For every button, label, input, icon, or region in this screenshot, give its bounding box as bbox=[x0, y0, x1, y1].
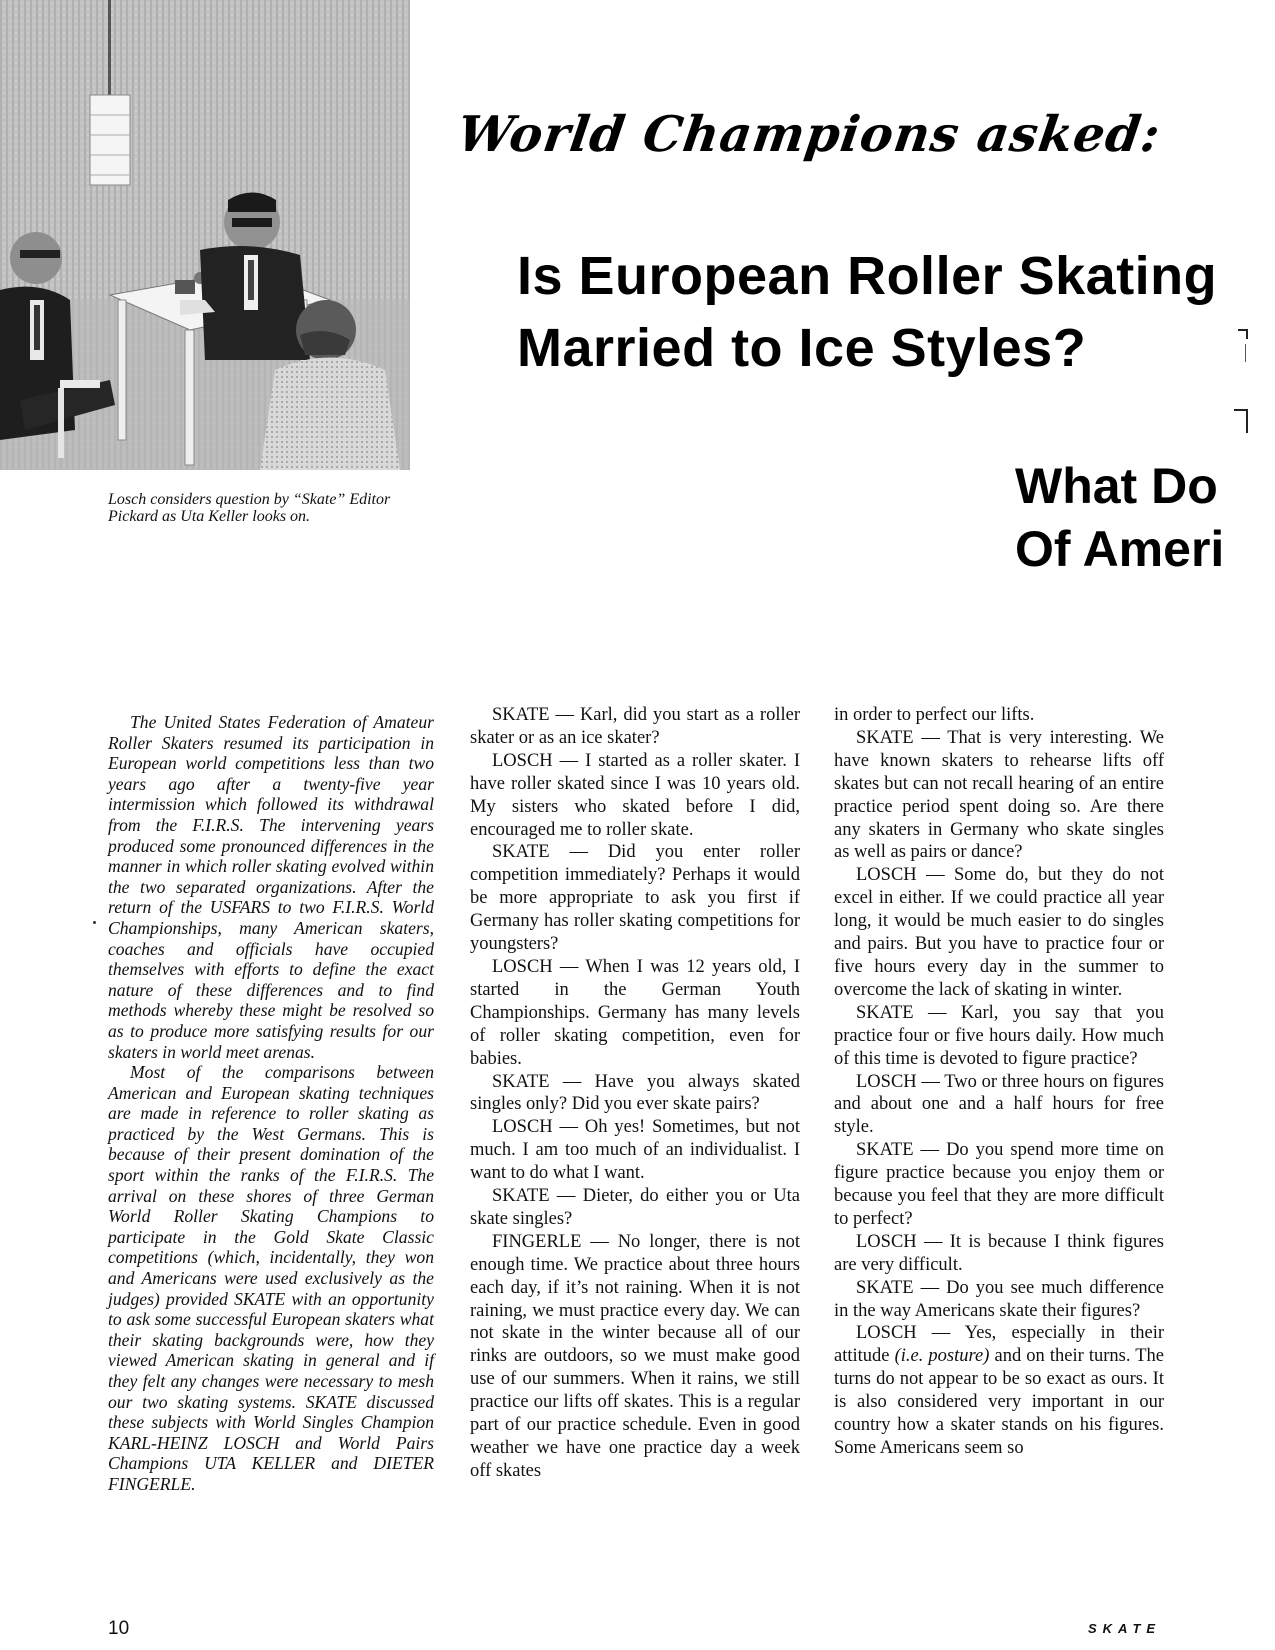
interview-paragraph: FINGERLE — No longer, there is not enough time. We practice about three hours each day, if it’s not raining. When it is not raining, we must practice every day. We can not skate in the winter because all of our rinks are outdoors, so we must make good use of our summers. When it rains, we still practice our lifts off skates. This is a regular part of our practice schedule. Even in good weather we have one practice day a week off skates bbox=[470, 1231, 800, 1481]
page-number: 10 bbox=[108, 1618, 130, 1639]
interview-paragraph: SKATE — Karl, did you start as a roller skater or as an ice skater? bbox=[470, 705, 800, 748]
interview-paragraph: LOSCH — Some do, but they do not excel in either. If we could practice all year long, it would be much easier to do singles and pairs. But you have to practice four or five hours every day in the summer to overcome the lack of skating in winter. bbox=[834, 865, 1164, 1000]
italic-aside: (i.e. posture) bbox=[894, 1346, 990, 1367]
print-speck bbox=[93, 921, 96, 924]
interview-column-2 bbox=[470, 704, 800, 1483]
intro-paragraph: The United States Federation of Amateur Roller Skaters resumed its participation in European world competitions less than two years ago after a twenty-five year intermission which followed its withdrawal from the F.I.R.S. The intervening years produced some pronounced differences in the manner in which roller skating evolved within the two separated organizations. After the return of the USFARS to two F.I.R.S. World Championships, many American skaters, coaches and officials have occupied themselves with efforts to define the exact nature of these differences and to find methods whereby these might be resolved so as to produce more satisfying results for our skaters in world meet arenas. bbox=[108, 712, 434, 1062]
photo-caption: Losch considers question by “Skate” Editor Pickard as Uta Keller looks on. bbox=[108, 491, 391, 525]
article-kicker: World Champions asked: bbox=[453, 105, 1165, 163]
interview-paragraph: SKATE — Do you see much difference in the way Americans skate their figures? bbox=[834, 1277, 1164, 1321]
intro-paragraph: Most of the comparisons between American and European skating techniques are made in reference to roller skating as practiced by the West Germans. This is because of their present domination of the sport within the ranks of the F.I.R.S. The arrival on these shores of three German World Roller Skating Champions to participate in the Gold Skate Classic competitions (which, incidentally, they won and Americans were used exclusively as the judges) provided SKATE with an opportunity to ask some successful European skaters what their skating backgrounds were, how they viewed American skating in general and if they felt any changes were necessary to mesh our two skating systems. SKATE discussed these subjects with World Singles Champion KARL-HEINZ LOSCH and World Pairs Champions UTA KELLER and DIETER FINGERLE. bbox=[108, 1062, 434, 1494]
interview-paragraph: SKATE — Have you always skated singles only? Did you ever skate pairs? bbox=[470, 1071, 800, 1115]
interview-column-3 bbox=[834, 704, 1164, 1460]
interview-paragraph: SKATE — That is very interesting. We have known skaters to rehearse lifts off skates but can not recall hearing of an entire practice period spent doing so. Are there any skaters in Germany who skate singles as well as pairs or dance? bbox=[834, 727, 1164, 863]
intro-column bbox=[108, 712, 434, 1495]
interview-paragraph: LOSCH — I started as a roller skater. I have roller skated since I was 10 years old. My sisters who skated before I did, encouraged me to roller skate. bbox=[470, 750, 800, 840]
crop-mark bbox=[1234, 409, 1248, 433]
paragraph-text: LOSCH — Yes, especially in their attitude bbox=[834, 1323, 1164, 1367]
interview-paragraph: LOSCH — It is because I think figures are very difficult. bbox=[834, 1231, 1164, 1275]
interview-paragraph: SKATE — Karl, you say that you practice four or five hours daily. How much of this time is devoted to figure practice? bbox=[834, 1002, 1164, 1069]
subhead-line-1: What Do bbox=[1015, 458, 1218, 514]
article-photo bbox=[0, 0, 410, 470]
interview-paragraph bbox=[834, 1322, 1164, 1459]
headline-line-1: Is European Roller Skating bbox=[517, 246, 1218, 306]
paragraph-text: and on their turns. The turns do not appear to be so exact as ours. It is also considered very important in our country how a skater stands on his figures. Some Americans seem so bbox=[834, 1346, 1164, 1458]
headline-line-2: Married to Ice Styles? bbox=[517, 318, 1087, 378]
interview-paragraph: SKATE — Do you spend more time on figure practice because you enjoy them or because you feel that they are more difficult to perfect? bbox=[834, 1140, 1164, 1229]
subhead-line-2: Of Ameri bbox=[1015, 521, 1225, 577]
crop-mark-line bbox=[1245, 344, 1246, 362]
interview-paragraph: SKATE — Dieter, do either you or Uta skate singles? bbox=[470, 1186, 800, 1229]
crop-mark bbox=[1238, 329, 1248, 339]
continued-paragraph: in order to perfect our lifts. bbox=[834, 705, 1035, 725]
article-subhead bbox=[1015, 455, 1224, 581]
article-headline bbox=[517, 240, 1275, 384]
interview-paragraph: SKATE — Did you enter roller competition immediately? Perhaps it would be more appropriate to ask you first if Germany has roller skating competitions for youngsters? bbox=[470, 842, 800, 955]
magazine-name: SKATE bbox=[1088, 1621, 1162, 1636]
interview-paragraph: LOSCH — Oh yes! Sometimes, but not much. I am too much of an individualist. I want to do what I want. bbox=[470, 1117, 800, 1184]
interview-paragraph: LOSCH — Two or three hours on figures and about one and a half hours for free style. bbox=[834, 1071, 1164, 1138]
interview-paragraph: LOSCH — When I was 12 years old, I started in the German Youth Championships. Germany has many levels of roller skating competition, even for babies. bbox=[470, 956, 800, 1069]
